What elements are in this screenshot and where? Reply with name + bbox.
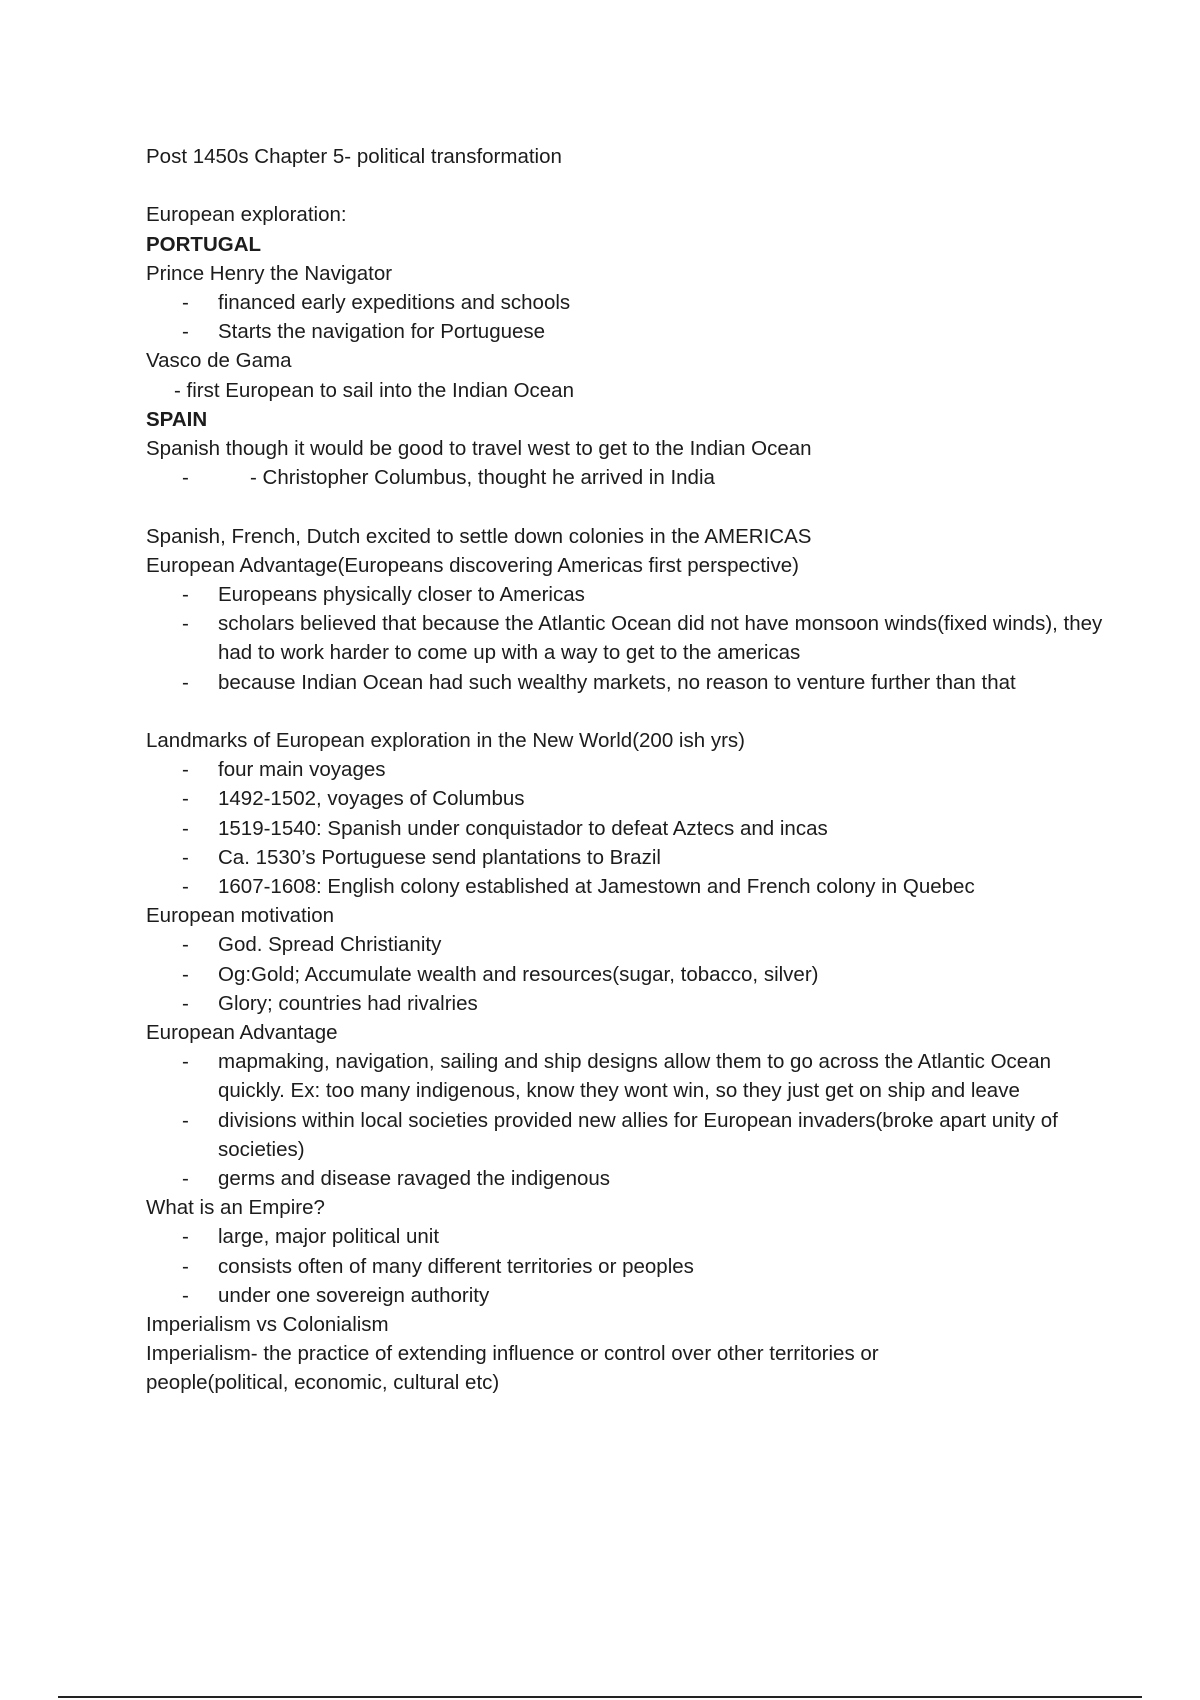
columbus-point: - - Christopher Columbus, thought he arrived in India [146, 463, 1106, 492]
gama-point: - first European to sail into the Indian Ocean [174, 378, 574, 402]
list-item: - large, major political unit [146, 1222, 1106, 1251]
list-item: - scholars believed that because the Atlantic Ocean did not have monsoon winds(fixed winds), they had to work harder to come up with a way to get to the americas [146, 609, 1106, 667]
imperialism-definition: Imperialism- the practice of extending influence or control over other territories or people(political, economic, cultural etc) [146, 1342, 879, 1395]
spacer [146, 697, 1106, 726]
spacer [146, 171, 1106, 200]
exploration-heading: European exploration: [146, 203, 347, 227]
list-item: - four main voyages [146, 755, 1106, 784]
gama-title: Vasco de Gama [146, 349, 292, 373]
portugal-heading: PORTUGAL [146, 232, 262, 256]
advantage-first-heading: European Advantage(Europeans discovering Americas first perspective) [146, 553, 799, 577]
list-item: - Glory; countries had rivalries [146, 989, 1106, 1018]
list-item: - financed early expeditions and schools [146, 288, 1106, 317]
list-item: - 1519-1540: Spanish under conquistador to defeat Aztecs and incas [146, 814, 1106, 843]
list-item: - Europeans physically closer to Americas [146, 580, 1106, 609]
list-item: - consists often of many different territories or peoples [146, 1252, 1106, 1281]
list-item: - 1492-1502, voyages of Columbus [146, 784, 1106, 813]
henry-title: Prince Henry the Navigator [146, 261, 393, 285]
list-item: - Og:Gold; Accumulate wealth and resources(sugar, tobacco, silver) [146, 960, 1106, 989]
list-item: - God. Spread Christianity [146, 930, 1106, 959]
empire-heading: What is an Empire? [146, 1196, 325, 1220]
spain-heading: SPAIN [146, 407, 208, 431]
landmarks-heading: Landmarks of European exploration in the New World(200 ish yrs) [146, 729, 745, 753]
list-item: - divisions within local societies provided new allies for European invaders(broke apart unity of societies) [146, 1106, 1106, 1164]
colonies-line: Spanish, French, Dutch excited to settle down colonies in the AMERICAS [146, 524, 812, 548]
imperialism-heading: Imperialism vs Colonialism [146, 1313, 389, 1337]
list-item: - germs and disease ravaged the indigenous [146, 1164, 1106, 1193]
document-page [146, 142, 1106, 1398]
list-item: - Ca. 1530’s Portuguese send plantations to Brazil [146, 843, 1106, 872]
list-item: - under one sovereign authority [146, 1281, 1106, 1310]
motivation-heading: European motivation [146, 904, 335, 928]
spacer [146, 492, 1106, 521]
list-item: - because Indian Ocean had such wealthy markets, no reason to venture further than that [146, 668, 1106, 697]
spain-intro: Spanish though it would be good to travel west to get to the Indian Ocean [146, 437, 812, 461]
page-bottom-rule [58, 1696, 1142, 1698]
list-item: - Starts the navigation for Portuguese [146, 317, 1106, 346]
list-item: - 1607-1608: English colony established at Jamestown and French colony in Quebec [146, 872, 1106, 901]
advantage-second-heading: European Advantage [146, 1021, 338, 1045]
document-title: Post 1450s Chapter 5- political transformation [146, 145, 562, 168]
list-item: - mapmaking, navigation, sailing and ship designs allow them to go across the Atlantic Ocean quickly. Ex: too many indigenous, know they wont win, so they just get on ship and leave [146, 1047, 1106, 1105]
